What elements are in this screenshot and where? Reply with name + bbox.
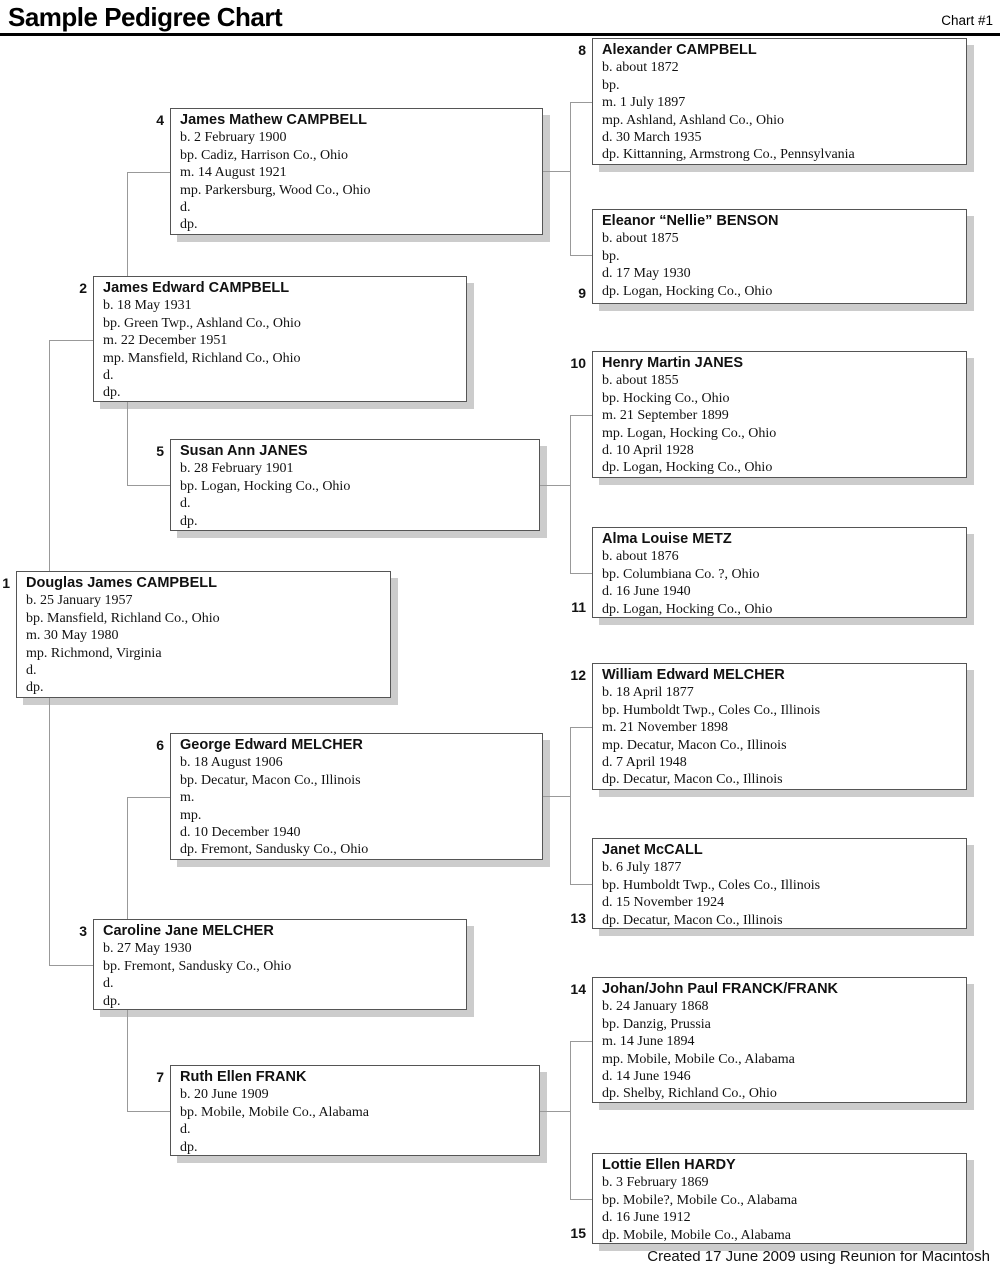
person-name: Caroline Jane MELCHER — [103, 923, 274, 939]
person-detail: b. about 1875 — [602, 231, 679, 247]
person-detail: bp. Mobile, Mobile Co., Alabama — [180, 1104, 369, 1120]
person-detail: d. — [180, 496, 191, 512]
person-detail: dp. Logan, Hocking Co., Ohio — [602, 601, 773, 617]
person-number: 6 — [156, 737, 164, 753]
connector-line — [570, 255, 592, 256]
person-number: 10 — [570, 355, 586, 371]
person-name: William Edward MELCHER — [602, 667, 785, 683]
connector-line — [49, 340, 93, 341]
person-detail: b. 20 June 1909 — [180, 1087, 269, 1103]
person-detail: d. — [103, 368, 114, 384]
person-box-7 — [156, 1065, 540, 1156]
person-detail: mp. Richmond, Virginia — [26, 645, 162, 661]
person-detail: dp. — [180, 217, 198, 233]
connector-line — [127, 402, 128, 485]
person-detail: dp. — [26, 680, 44, 696]
person-detail: dp. Shelby, Richland Co., Ohio — [602, 1086, 777, 1102]
person-detail: mp. Decatur, Macon Co., Illinois — [602, 737, 787, 753]
person-detail: bp. — [602, 77, 620, 93]
person-box-4 — [156, 108, 543, 235]
connector-line — [570, 1041, 592, 1042]
person-name: Ruth Ellen FRANK — [180, 1069, 307, 1085]
connector-line — [570, 1199, 592, 1200]
connector-line — [49, 340, 50, 571]
person-box-13 — [570, 838, 967, 929]
person-number: 8 — [578, 42, 586, 58]
person-detail: d. 16 June 1912 — [602, 1210, 691, 1226]
connector-line — [540, 1111, 570, 1112]
person-detail: bp. Humboldt Twp., Coles Co., Illinois — [602, 702, 821, 718]
person-detail: dp. — [103, 385, 121, 401]
page-title: Sample Pedigree Chart — [8, 2, 283, 32]
person-detail: b. 2 February 1900 — [180, 130, 287, 146]
person-detail: m. 22 December 1951 — [103, 333, 228, 349]
person-detail: bp. Humboldt Twp., Coles Co., Illinois — [602, 877, 821, 893]
person-name: Alma Louise METZ — [602, 531, 732, 547]
person-number: 2 — [79, 280, 87, 296]
connector-line — [127, 1010, 128, 1111]
person-box-10 — [570, 351, 967, 478]
person-detail: bp. Columbiana Co. ?, Ohio — [602, 566, 760, 582]
person-name: James Edward CAMPBELL — [103, 280, 290, 296]
person-number: 12 — [570, 667, 586, 683]
connector-line — [570, 415, 592, 416]
person-detail: d. 15 November 1924 — [602, 895, 725, 911]
connector-line — [570, 573, 592, 574]
person-detail: m. 21 September 1899 — [602, 408, 729, 424]
connector-line — [570, 102, 571, 256]
connector-line — [127, 797, 128, 919]
person-detail: mp. Ashland, Ashland Co., Ohio — [602, 112, 785, 128]
person-detail: m. 14 August 1921 — [180, 165, 287, 181]
connector-line — [127, 1111, 170, 1112]
person-detail: b. 24 January 1868 — [602, 999, 709, 1015]
person-name: George Edward MELCHER — [180, 737, 363, 753]
person-detail: d. — [180, 1122, 191, 1138]
person-detail: dp. — [180, 1139, 198, 1155]
connector-line — [540, 485, 570, 486]
person-detail: d. — [26, 663, 37, 679]
person-detail: dp. Decatur, Macon Co., Illinois — [602, 772, 783, 788]
person-detail: bp. Logan, Hocking Co., Ohio — [180, 478, 351, 494]
person-name: Alexander CAMPBELL — [602, 42, 757, 58]
footer-credit: Created 17 June 2009 using Reunion for Macintosh — [647, 1248, 990, 1265]
person-detail: bp. Danzig, Prussia — [602, 1016, 711, 1032]
person-number: 11 — [571, 599, 586, 615]
person-detail: b. 18 May 1931 — [103, 298, 192, 314]
person-detail: mp. Logan, Hocking Co., Ohio — [602, 425, 777, 441]
person-name: Douglas James CAMPBELL — [26, 575, 217, 591]
connector-line — [543, 171, 570, 172]
person-detail: m. 21 November 1898 — [602, 720, 728, 736]
person-number: 1 — [2, 575, 10, 591]
chart-number-label: Chart #1 — [941, 13, 993, 28]
person-number: 3 — [79, 923, 87, 939]
person-detail: b. 6 July 1877 — [602, 860, 682, 876]
person-number: 15 — [570, 1225, 586, 1241]
person-detail: mp. Mansfield, Richland Co., Ohio — [103, 350, 301, 366]
person-detail: b. about 1876 — [602, 549, 679, 565]
person-detail: dp. Fremont, Sandusky Co., Ohio — [180, 842, 369, 858]
person-detail: d. 30 March 1935 — [602, 130, 702, 146]
person-detail: b. 27 May 1930 — [103, 941, 192, 957]
connector-line — [127, 797, 170, 798]
person-name: Lottie Ellen HARDY — [602, 1157, 736, 1173]
header-rule — [0, 33, 1000, 36]
person-box-6 — [156, 733, 543, 860]
connector-line — [49, 698, 50, 965]
person-detail: dp. Kittanning, Armstrong Co., Pennsylvania — [602, 147, 855, 163]
person-detail: dp. — [103, 993, 121, 1009]
person-name: Johan/John Paul FRANCK/FRANK — [602, 981, 839, 997]
person-box-8 — [578, 38, 967, 165]
person-number: 4 — [156, 112, 164, 128]
person-detail: dp. Decatur, Macon Co., Illinois — [602, 912, 783, 928]
person-detail: m. 14 June 1894 — [602, 1034, 695, 1050]
person-detail: dp. — [180, 513, 198, 529]
person-detail: b. about 1855 — [602, 373, 679, 389]
person-detail: bp. Mansfield, Richland Co., Ohio — [26, 610, 220, 626]
person-detail: dp. Logan, Hocking Co., Ohio — [602, 460, 773, 476]
person-detail: bp. Decatur, Macon Co., Illinois — [180, 772, 361, 788]
person-detail: m. 1 July 1897 — [602, 95, 686, 111]
person-detail: m. 30 May 1980 — [26, 628, 119, 644]
person-detail: b. 18 August 1906 — [180, 755, 283, 771]
person-name: James Mathew CAMPBELL — [180, 112, 367, 128]
connector-line — [127, 172, 170, 173]
person-detail: mp. — [180, 807, 202, 823]
person-detail: bp. — [602, 248, 620, 264]
person-box-12 — [570, 663, 967, 790]
person-detail: dp. Logan, Hocking Co., Ohio — [602, 283, 773, 299]
connector-line — [543, 796, 570, 797]
connector-line — [570, 1041, 571, 1199]
connector-line — [570, 727, 592, 728]
person-detail: mp. Parkersburg, Wood Co., Ohio — [180, 182, 371, 198]
person-number: 14 — [570, 981, 586, 997]
person-number: 7 — [156, 1069, 164, 1085]
person-detail: d. 10 December 1940 — [180, 825, 301, 841]
connector-line — [570, 884, 592, 885]
person-name: Susan Ann JANES — [180, 443, 308, 459]
person-detail: bp. Mobile?, Mobile Co., Alabama — [602, 1192, 798, 1208]
person-detail: b. 28 February 1901 — [180, 461, 294, 477]
person-detail: mp. Mobile, Mobile Co., Alabama — [602, 1051, 795, 1067]
person-name: Henry Martin JANES — [602, 355, 744, 371]
person-detail: bp. Cadiz, Harrison Co., Ohio — [180, 147, 348, 163]
person-number: 13 — [570, 910, 586, 926]
person-number: 5 — [156, 443, 164, 459]
person-detail: b. 3 February 1869 — [602, 1175, 709, 1191]
person-box-14 — [570, 977, 967, 1103]
person-detail: d. 14 June 1946 — [602, 1069, 691, 1085]
person-number: 9 — [578, 285, 586, 301]
person-detail: b. about 1872 — [602, 60, 679, 76]
person-name: Eleanor “Nellie” BENSON — [602, 213, 779, 229]
person-detail: d. — [103, 976, 114, 992]
person-name: Janet McCALL — [602, 842, 703, 858]
person-detail: b. 18 April 1877 — [602, 685, 694, 701]
person-box-1 — [2, 571, 391, 698]
person-detail: dp. Mobile, Mobile Co., Alabama — [602, 1227, 791, 1243]
person-detail: m. — [180, 790, 195, 806]
person-detail: d. 16 June 1940 — [602, 584, 691, 600]
person-box-3 — [79, 919, 467, 1010]
person-detail: bp. Green Twp., Ashland Co., Ohio — [103, 315, 301, 331]
person-detail: d. — [180, 200, 191, 216]
person-detail: d. 7 April 1948 — [602, 755, 687, 771]
person-box-5 — [156, 439, 540, 531]
person-box-2 — [79, 276, 467, 402]
connector-line — [127, 172, 128, 276]
person-detail: bp. Fremont, Sandusky Co., Ohio — [103, 958, 292, 974]
connector-line — [570, 727, 571, 884]
person-box-9 — [578, 209, 967, 304]
person-detail: d. 10 April 1928 — [602, 443, 694, 459]
person-box-11 — [571, 527, 967, 618]
person-detail: b. 25 January 1957 — [26, 593, 133, 609]
person-detail: d. 17 May 1930 — [602, 266, 691, 282]
connector-line — [570, 415, 571, 573]
connector-line — [570, 102, 592, 103]
person-detail: bp. Hocking Co., Ohio — [602, 390, 730, 406]
person-box-15 — [570, 1153, 967, 1244]
connector-line — [127, 485, 170, 486]
connector-line — [49, 965, 93, 966]
